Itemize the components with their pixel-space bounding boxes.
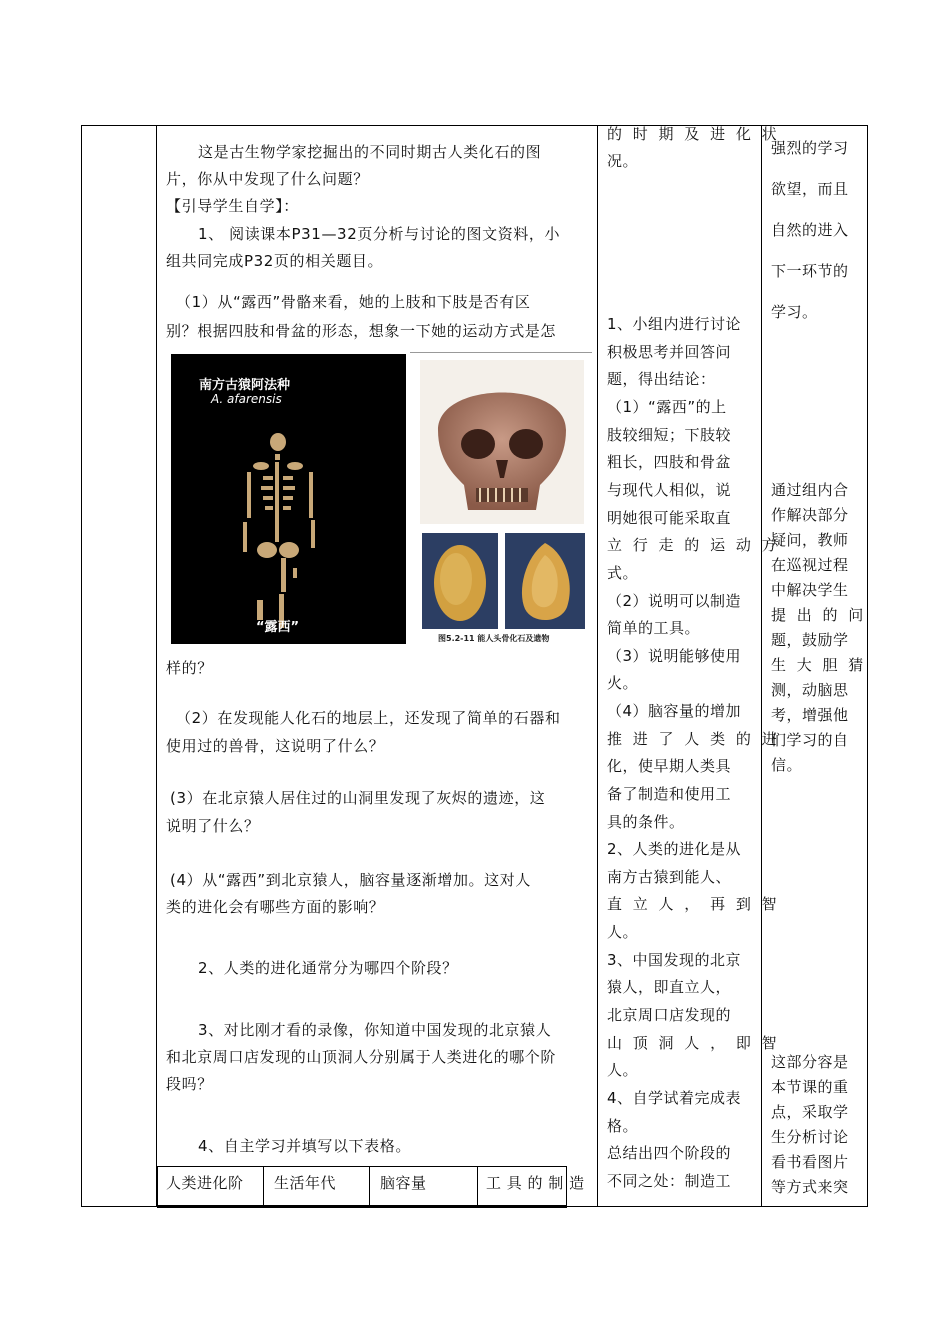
answer-4: 推 进 了 人 类 的 进 — [607, 730, 780, 748]
answer-1: 粗长，四肢和骨盆 — [607, 453, 732, 471]
intent-text: 学习。 — [771, 303, 818, 321]
item-3: 3、对比刚才看的录像，你知道中国发现的北京猿人 — [198, 1021, 552, 1039]
image-title: 南方古猿阿法种 — [199, 378, 291, 393]
image-caption: 图5.2-11 能人头骨化石及遗物 — [438, 634, 550, 643]
answer-4: （4）脑容量的增加 — [607, 702, 742, 720]
question-1: 样的？ — [166, 659, 213, 677]
answer-1: 与现代人相似，说 — [607, 481, 732, 499]
lucy-skeleton-image — [171, 354, 406, 644]
intent-text: 生分析讨论 — [771, 1128, 849, 1146]
intent-text: 点，采取学 — [771, 1103, 849, 1121]
table-divider — [157, 1207, 567, 1208]
answer-stages: 直 立 人 ， 再 到 智 — [607, 895, 780, 913]
item-1: 1、 阅读课本P31—32页分析与讨论的图文资料，小 — [198, 225, 561, 243]
answer-china: 猿人，即直立人， — [607, 978, 732, 996]
table-divider — [369, 1166, 370, 1206]
item-1: 组共同完成P32页的相关题目。 — [166, 252, 384, 270]
column-divider — [156, 125, 157, 1207]
question-2: 使用过的兽骨，这说明了什么？ — [166, 737, 385, 755]
guide-heading: 【引导学生自学】： — [166, 197, 299, 215]
question-4: (4）从“露西”到北京猿人，脑容量逐渐增加。这对人 — [170, 871, 531, 889]
answer-3: （3）说明能够使用 — [607, 647, 742, 665]
answer-2: 简单的工具。 — [607, 619, 701, 637]
answer-1: 题，得出结论： — [607, 370, 716, 388]
intent-text: 下一环节的 — [771, 262, 849, 280]
answer-china: 人。 — [607, 1061, 639, 1079]
intro-text: 这是古生物学家挖掘出的不同时期古人类化石的图 — [198, 143, 542, 161]
answer-table: 不同之处：制造工 — [607, 1172, 732, 1190]
answer-1: 1、小组内进行讨论 — [607, 315, 742, 333]
answer-china: 北京周口店发现的 — [607, 1006, 732, 1024]
answer-1: 积极思考并回答问 — [607, 343, 732, 361]
answer-4: 备了制造和使用工 — [607, 785, 732, 803]
question-4: 类的进化会有哪些方面的影响？ — [166, 898, 385, 916]
stone-tool-image — [505, 533, 585, 629]
intent-text: 信。 — [771, 756, 803, 774]
answer-table: 4、自学试着完成表 — [607, 1089, 742, 1107]
item-4: 4、自主学习并填写以下表格。 — [198, 1137, 411, 1155]
divider-line — [410, 352, 592, 353]
question-1: 别？根据四肢和骨盆的形态，想象一下她的运动方式是怎 — [166, 322, 557, 340]
item-3: 和北京周口店发现的山顶洞人分别属于人类进化的哪个阶 — [166, 1048, 557, 1066]
answer-stages: 南方古猿到能人、 — [607, 868, 732, 886]
skull-icon — [420, 360, 584, 524]
intent-text: 在巡视过程 — [771, 556, 849, 574]
stone-tool-image — [422, 533, 498, 629]
activity-text: 的 时 期 及 进 化 状 — [607, 125, 780, 143]
activity-text: 况。 — [607, 152, 639, 170]
intent-text: 考，增强他 — [771, 706, 849, 724]
answer-1: 式。 — [607, 564, 639, 582]
answer-1: （1）“露西”的上 — [607, 398, 727, 416]
intent-text: 提 出 的 问 — [771, 606, 867, 624]
intent-text: 生 大 胆 猜 — [771, 656, 867, 674]
stone-tool-icon — [422, 533, 498, 629]
intent-text: 测，动脑思 — [771, 681, 849, 699]
intent-text: 通过组内合 — [771, 481, 849, 499]
skeleton-icon — [171, 354, 406, 644]
answer-2: （2）说明可以制造 — [607, 592, 742, 610]
image-subtitle: A. afarensis — [211, 392, 282, 406]
answer-1: 明她很可能采取直 — [607, 509, 732, 527]
intro-text: 片，你从中发现了什么问题？ — [166, 170, 369, 188]
table-header-stage: 人类进化阶 — [166, 1174, 244, 1192]
table-header-tools: 工 具 的 制 造 — [486, 1174, 585, 1192]
answer-stages: 2、人类的进化是从 — [607, 840, 742, 858]
intent-text: 强烈的学习 — [771, 139, 849, 157]
column-divider — [597, 125, 598, 1207]
answer-china: 3、中国发现的北京 — [607, 951, 742, 969]
intent-text: 自然的进入 — [771, 221, 849, 239]
intent-text: 作解决部分 — [771, 506, 849, 524]
table-divider — [263, 1166, 264, 1206]
answer-1: 立 行 走 的 运 动 方 — [607, 536, 780, 554]
intent-text: 中解决学生 — [771, 581, 849, 599]
intent-text: 题，鼓励学 — [771, 631, 849, 649]
intent-text: 看书看图片 — [771, 1153, 849, 1171]
question-1: （1）从“露西”骨骼来看，她的上肢和下肢是否有区 — [176, 293, 531, 311]
intent-text: 等方式来突 — [771, 1178, 849, 1196]
item-2: 2、人类的进化通常分为哪四个阶段？ — [198, 959, 458, 977]
question-3: 说明了什么？ — [166, 817, 260, 835]
answer-3: 火。 — [607, 674, 639, 692]
skull-fossil-image — [420, 360, 584, 524]
answer-table: 总结出四个阶段的 — [607, 1144, 732, 1162]
question-3: (3）在北京猿人居住过的山洞里发现了灰烬的遗迹，这 — [170, 789, 546, 807]
answer-4: 具的条件。 — [607, 813, 685, 831]
item-3: 段吗？ — [166, 1075, 213, 1093]
intent-text: 本节课的重 — [771, 1078, 849, 1096]
question-2: （2）在发现能人化石的地层上，还发现了简单的石器和 — [176, 709, 561, 727]
answer-china: 山 顶 洞 人 ， 即 智 — [607, 1034, 780, 1052]
intent-text: 们学习的自 — [771, 731, 849, 749]
stone-tool-icon — [505, 533, 585, 629]
table-header-era: 生活年代 — [274, 1174, 337, 1192]
answer-stages: 人。 — [607, 923, 639, 941]
intent-text: 这部分容是 — [771, 1053, 849, 1071]
answer-1: 肢较细短；下肢较 — [607, 426, 732, 444]
table-divider — [477, 1166, 478, 1206]
table-header-brain: 脑容量 — [380, 1174, 427, 1192]
lucy-label: “露西” — [256, 620, 300, 635]
answer-table: 格。 — [607, 1117, 639, 1135]
intent-text: 疑问，教师 — [771, 531, 849, 549]
answer-4: 化，使早期人类具 — [607, 757, 732, 775]
intent-text: 欲望，而且 — [771, 180, 849, 198]
